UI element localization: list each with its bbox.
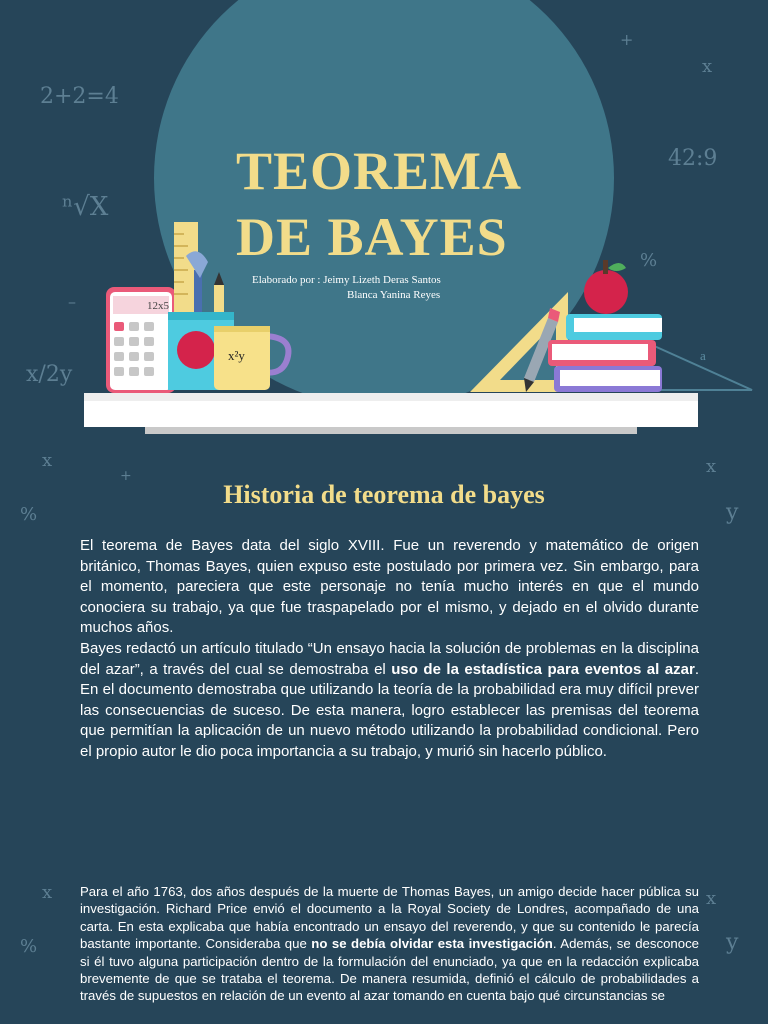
author-1: Jeimy Lizeth Deras Santos bbox=[323, 274, 441, 286]
equation-2plus2-decoration: 2+2=4 bbox=[40, 84, 119, 109]
y-decoration: y bbox=[726, 930, 739, 955]
section-heading: Historia de teorema de bayes bbox=[223, 480, 545, 509]
paragraph-2-text: Bayes redactó un artículo titulado “Un ensayo hacia la solución de problemas en la disciplina del azar”, a través del cual se demostraba el bbox=[80, 639, 699, 678]
paragraph-1: El teorema de Bayes data del siglo XVIII. Fue un reverendo y matemático de origen británico, Thomas Bayes, quien expuso este postulado por primera vez. Sin embargo, para el momento, pareciera que este personaje no tenía mucho interés en que el mundo conociera su trabajo, ya que fue traspapelado por el mismo, y dejado en el olvido durante muchos años. bbox=[80, 537, 699, 637]
minus-decoration: – bbox=[68, 292, 76, 311]
mug-label: x²y bbox=[228, 348, 245, 363]
root-x-decoration: ⁿ√X bbox=[62, 192, 109, 222]
credits-prefix: Elaborado por : bbox=[252, 274, 321, 286]
percent-decoration: % bbox=[640, 250, 658, 271]
plus-decoration: + bbox=[620, 30, 634, 49]
paragraph-3-text-end: . Además, se desconoce si él tuvo alguna participación dentro de la formulación del enunciado, ya que en la redacción explicaba brevemente de que se trataba el teorema. De manera resumida, definió el cálculo de probabilidades a través de supuestos en relación de un evento al azar tomando en cuenta bajo qué circunstancias se bbox=[80, 936, 700, 1004]
equation-42-9-decoration: 42:9 bbox=[668, 146, 718, 171]
title-line-1: TEOREMA bbox=[236, 141, 523, 201]
author-credits bbox=[252, 273, 441, 303]
fraction-decoration: x/2y bbox=[26, 362, 73, 387]
paragraph-3-text: Para el año 1763, dos años después de la muerte de Thomas Bayes, un amigo decide hacer pública su investigación. Richard Price envió el documento a la Royal Society de Londres, acompañado de una carta. En esta explicaba que había encontrado un ensayo del reverendo, y que su contenido le parecía bastante importante. Consideraba que bbox=[80, 884, 699, 952]
body-paragraphs bbox=[80, 536, 699, 763]
shelf-edge bbox=[84, 393, 698, 401]
title-block bbox=[236, 138, 522, 270]
title-line-2: DE BAYES bbox=[236, 207, 508, 267]
x-decoration: x bbox=[702, 56, 713, 77]
paragraph-2-text-end: . En el documento demostraba que utilizando la teoría de la probabilidad era muy difícil prever las consecuencias de suceso. De esta manera, logro establecer las premisas del teorema que permitían la aplicación de un nuevo método utilizando la probabilidad condicional. Pero el propio autor le dio poca importancia a su trabajo, y murió sin hacerlo público. bbox=[80, 660, 699, 760]
triangle-label: a bbox=[700, 348, 706, 363]
paragraph-3 bbox=[80, 883, 699, 1005]
x-decoration: x bbox=[42, 450, 53, 471]
body-paragraph-small bbox=[80, 883, 699, 1005]
paragraph-2-highlight: uso de la estadística para eventos al azar bbox=[391, 660, 695, 678]
x-decoration: x bbox=[706, 456, 717, 477]
x-decoration: x bbox=[706, 888, 717, 909]
y-decoration: y bbox=[726, 500, 739, 525]
x-decoration: x bbox=[42, 882, 53, 903]
percent-decoration: % bbox=[20, 936, 38, 957]
plus-decoration: + bbox=[120, 468, 132, 484]
author-2: Blanca Yanina Reyes bbox=[347, 289, 441, 301]
percent-decoration: % bbox=[20, 504, 38, 525]
calculator-display: 12x5 bbox=[147, 300, 169, 312]
hero-illustration bbox=[0, 0, 768, 440]
credits-line-1 bbox=[252, 273, 441, 288]
paragraph-2 bbox=[80, 639, 699, 763]
paragraph-3-highlight: no se debía olvidar esta investigación bbox=[311, 936, 553, 952]
